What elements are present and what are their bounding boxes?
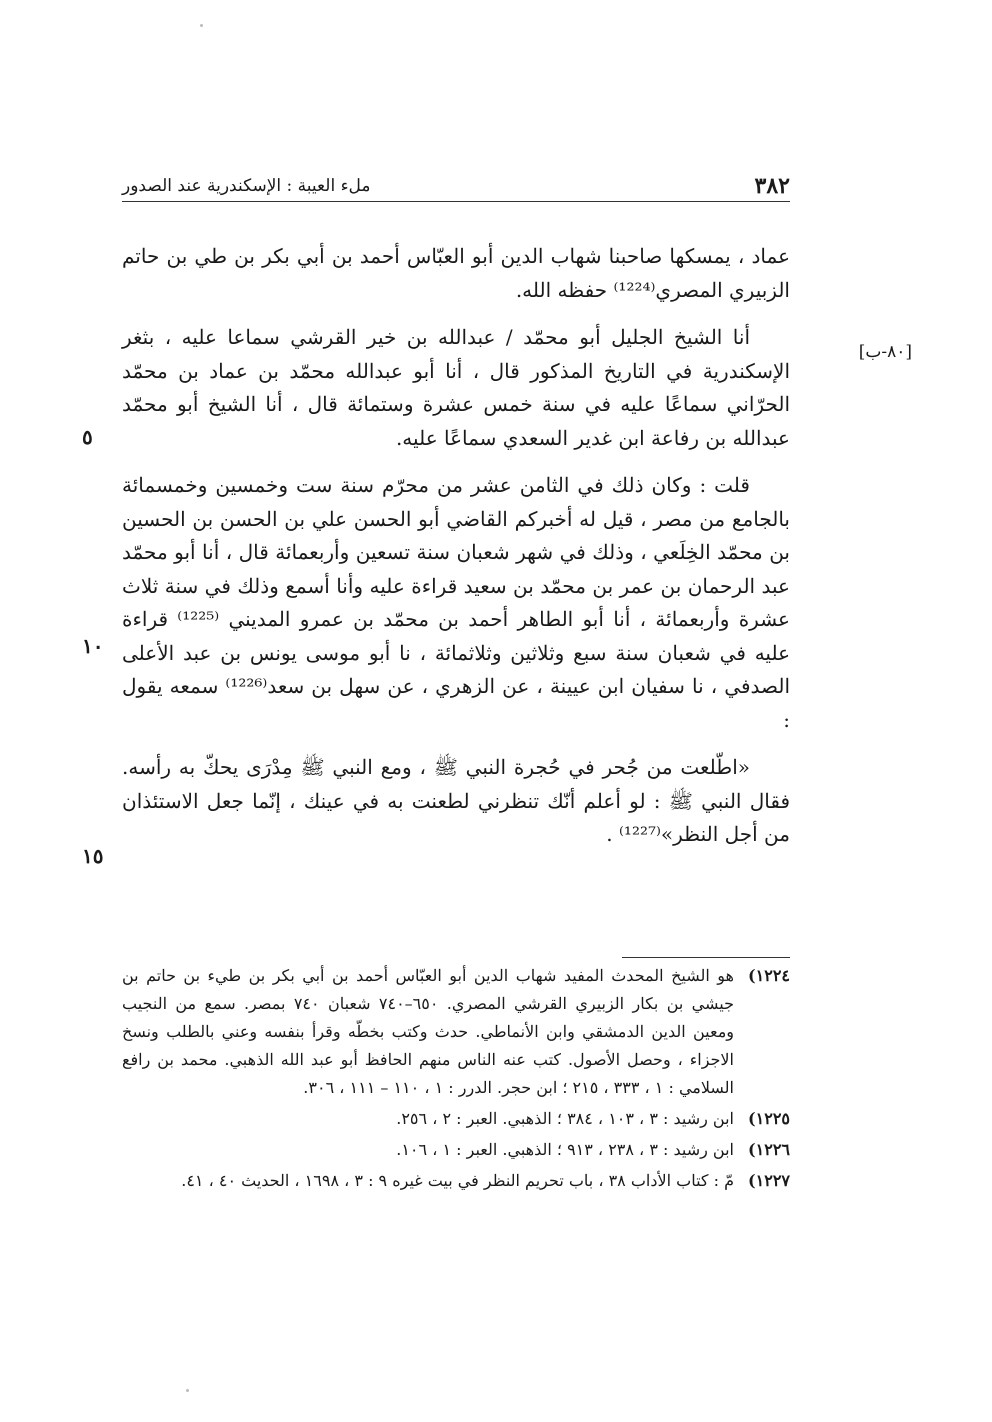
scan-speck (200, 24, 203, 27)
footnote-text: هو الشيخ المحدث المفيد شهاب الدين أبو العبّاس أحمد بن أبي بكر بن طيء بن حاتم بن جيشي بن بكار الزبيري القرشي المصري. ٦٥٠–٧٤٠ شعبان ٧٤٠ بمصر. سمع من النجيب ومعين الدين الدمشقي وابن الأنماطي. حدث وكتب بخطّه وقرأ بنفسه وعني بالطلب ونسخ الاجزاء ، وحصل الأصول. كتب عنه الناس منهم الحافظ أبو عبد الله الذهبي. محمد بن رافع السلامي : ١ ، ٣٣٣ ، ٢١٥ ؛ ابن حجر. الدرر : ١ ، ١١٠ – ١١١ ، ٣٠٦. (122, 966, 735, 1097)
paragraph-3: قلت : وكان ذلك في الثامن عشر من محرّم سنة ست وخمسين وخمسمائة بالجامع من مصر ، قيل له أخبركم القاضي أبو الحسن علي بن الحسن بن الحسين بن محمّد الخِلَعي ، وذلك في شهر شعبان سنة تسعين وأربعمائة قال ، أنا أبو محمّد عبد الرحمان بن عمر بن محمّد بن سعيد قراءة عليه وأنا أسمع وذلك في سنة ثلاث عشرة وأربعمائة ، أنا أبو الطاهر أحمد بن محمّد بن عمرو المديني ⁽¹²²⁵⁾ قراءة عليه في شعبان سنة سبع وثلاثين وثلاثمائة ، نا أبو موسى يونس بن عبد الأعلى الصدفي ، نا سفيان ابن عيينة ، عن الزهري ، عن سهل بن سعد⁽¹²²⁶⁾ سمعه يقول : (122, 473, 791, 732)
line-number-5: ٥ (82, 425, 93, 449)
paragraph-2: أنا الشيخ الجليل أبو محمّد / عبدالله بن خير القرشي سماعا عليه ، بثغر الإسكندرية في التاريخ المذكور قال ، أنا أبو عبدالله محمّد بن عماد بن محمّد الحرّاني سماعًا عليه في سنة خمس عشرة وستمائة قال ، أنا الشيخ أبو محمّد عبدالله بن رفاعة ابن غدير السعدي سماعًا عليه. (122, 325, 790, 450)
manuscript-folio-mark: [٨٠-ب] (858, 342, 912, 362)
footnote-number: ١٢٢٧) (748, 1171, 790, 1190)
footnote-number: ١٢٢٥) (748, 1109, 790, 1128)
running-header (122, 171, 790, 202)
footnote-number: ١٢٢٤) (748, 966, 790, 985)
paragraph-1: عماد ، يمسكها صاحبنا شهاب الدين أبو العبّاس أحمد بن أبي بكر بن طي بن حاتم الزبيري المصري⁽¹²²⁴⁾ حفظه الله. (122, 244, 791, 302)
footnote-1224 (122, 962, 790, 1102)
footnote-number: ١٢٢٦) (748, 1140, 790, 1159)
footnote-1226 (122, 1136, 790, 1164)
footnote-1225 (122, 1105, 790, 1133)
line-number-15: ١٥ (82, 844, 104, 868)
paragraph-4-hadith: «اطّلعت من جُحر في حُجرة النبي ﷺ ، ومع النبي ﷺ مِدْرَى يحكّ به رأسه. فقال النبي ﷺ : لو أعلم أنّك تنظرني لطعنت به في عينك ، إنّما جعل الاستئذان من أجل النظر»⁽¹²²⁷⁾ . (122, 755, 790, 846)
line-number-10: ١٠ (82, 634, 104, 658)
footnote-text: مّ : كتاب الأداب ٣٨ ، باب تحريم النظر في بيت غيره ٩ : ٣ ، ١٦٩٨ ، الحديث ٤٠ ، ٤١. (181, 1171, 734, 1190)
page-number: ٣٨٢ (754, 173, 790, 199)
footnote-1227 (122, 1167, 790, 1195)
footnotes (122, 962, 790, 1198)
footnote-separator (622, 957, 790, 958)
running-title: ملء العيبة : الإسكندرية عند الصدور (122, 176, 371, 196)
main-text (122, 240, 790, 852)
scan-speck (186, 1389, 189, 1392)
footnote-text: ابن رشيد : ٣ ، ٢٣٨ ، ٩١٣ ؛ الذهبي. العبر : ١ ، ١٠٦. (396, 1140, 734, 1159)
footnote-text: ابن رشيد : ٣ ، ١٠٣ ، ٣٨٤ ؛ الذهبي. العبر : ٢ ، ٢٥٦. (396, 1109, 734, 1128)
